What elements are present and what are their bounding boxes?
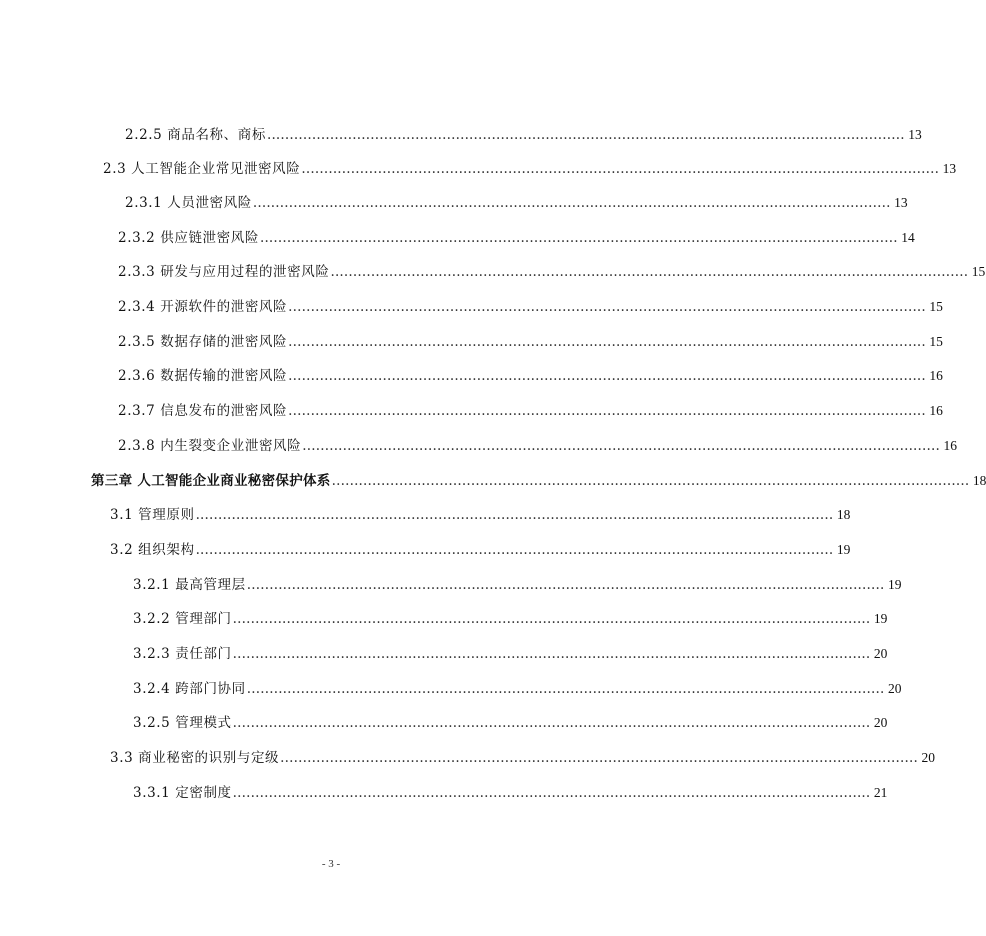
toc-entry[interactable] <box>118 263 986 281</box>
toc-entry-label: 2.2.5 商品名称、商标 <box>125 127 266 143</box>
toc-entry-label: 3.2.4 跨部门协同 <box>133 681 246 697</box>
toc-entry-page: 21 <box>873 785 888 800</box>
toc-entry[interactable] <box>118 367 943 385</box>
toc-entry-page: 15 <box>971 264 986 279</box>
dot-leader: .............................................................................................................................................. <box>232 646 871 662</box>
toc-entry[interactable] <box>133 645 888 663</box>
toc-entry-page: 16 <box>929 368 943 383</box>
dot-leader: .............................................................................................................................................. <box>246 681 885 697</box>
toc-entry-label: 3.2.2 管理部门 <box>133 611 232 627</box>
toc-entry-label: 第三章 人工智能企业商业秘密保护体系 <box>91 473 331 489</box>
toc-entry[interactable] <box>133 680 902 698</box>
dot-leader: .............................................................................................................................................. <box>195 542 834 558</box>
toc-entry-label: 3.3 商业秘密的识别与定级 <box>110 750 280 766</box>
dot-leader: .............................................................................................................................................. <box>259 230 898 246</box>
toc-entry-label: 2.3.2 供应链泄密风险 <box>118 230 259 246</box>
toc-entry-label: 3.2.3 责任部门 <box>133 646 232 662</box>
dot-leader: .............................................................................................................................................. <box>252 195 891 211</box>
toc-entry-label: 2.3.5 数据存储的泄密风险 <box>118 334 288 350</box>
dot-leader: .............................................................................................................................................. <box>266 127 905 143</box>
toc-entry-page: 19 <box>888 577 902 592</box>
toc-entry[interactable] <box>103 160 957 178</box>
toc-entry-page: 19 <box>873 611 888 626</box>
toc-entry-page: 13 <box>908 127 922 142</box>
dot-leader: .............................................................................................................................................. <box>195 507 834 523</box>
toc-entry-page: 19 <box>836 542 851 557</box>
dot-leader: .............................................................................................................................................. <box>288 403 926 419</box>
toc-entry-page: 15 <box>929 334 943 349</box>
dot-leader: .............................................................................................................................................. <box>288 334 926 350</box>
toc-entry[interactable] <box>110 506 851 524</box>
toc-entry[interactable] <box>125 194 908 212</box>
toc-entry-page: 15 <box>929 299 943 314</box>
toc-entry[interactable] <box>110 749 935 767</box>
toc-entry-label: 2.3.1 人员泄密风险 <box>125 195 252 211</box>
toc-entry-label: 2.3 人工智能企业常见泄密风险 <box>103 161 301 177</box>
page-number-footer: - 3 - <box>321 858 341 870</box>
toc-entry-page: 18 <box>972 473 986 488</box>
toc-entry-label: 3.3.1 定密制度 <box>133 785 232 801</box>
toc-entry[interactable] <box>118 437 958 455</box>
toc-entry-page: 13 <box>942 161 957 176</box>
toc-entry-label: 2.3.3 研发与应用过程的泄密风险 <box>118 264 330 280</box>
toc-entry-page: 14 <box>901 230 915 245</box>
toc-entry-page: 20 <box>873 646 888 661</box>
toc-entry[interactable] <box>133 714 888 732</box>
dot-leader: .............................................................................................................................................. <box>232 715 871 731</box>
toc-entry-label: 3.2.5 管理模式 <box>133 715 232 731</box>
toc-entry[interactable] <box>110 541 851 559</box>
toc-entry[interactable] <box>118 402 943 420</box>
dot-leader: .............................................................................................................................................. <box>246 577 885 593</box>
dot-leader: .............................................................................................................................................. <box>288 299 926 315</box>
toc-entry[interactable] <box>118 333 943 351</box>
toc-entry[interactable] <box>118 298 943 316</box>
dot-leader: .............................................................................................................................................. <box>232 785 871 801</box>
dot-leader: .............................................................................................................................................. <box>232 611 871 627</box>
toc-entry[interactable] <box>133 576 902 594</box>
toc-entry-label: 3.2.1 最高管理层 <box>133 577 246 593</box>
toc-entry-label: 3.1 管理原则 <box>110 507 195 523</box>
dot-leader: .............................................................................................................................................. <box>330 264 969 280</box>
toc-entry-page: 18 <box>836 507 851 522</box>
toc-entry-label: 2.3.4 开源软件的泄密风险 <box>118 299 288 315</box>
toc-entry-page: 16 <box>943 438 958 453</box>
toc-chapter-entry[interactable] <box>91 472 986 490</box>
toc-entry-page: 20 <box>873 715 888 730</box>
dot-leader: .............................................................................................................................................. <box>302 438 941 454</box>
dot-leader: .............................................................................................................................................. <box>280 750 918 766</box>
toc-entry[interactable] <box>125 126 922 144</box>
dot-leader: .............................................................................................................................................. <box>301 161 940 177</box>
toc-entry-page: 20 <box>921 750 935 765</box>
dot-leader: .............................................................................................................................................. <box>331 473 970 489</box>
toc-entry-page: 13 <box>894 195 908 210</box>
toc-entry-label: 2.3.7 信息发布的泄密风险 <box>118 403 288 419</box>
toc-entry[interactable] <box>118 229 915 247</box>
dot-leader: .............................................................................................................................................. <box>288 368 926 384</box>
toc-entry-page: 16 <box>929 403 943 418</box>
toc-entry[interactable] <box>133 784 888 802</box>
toc-entry[interactable] <box>133 610 888 628</box>
toc-entry-page: 20 <box>888 681 902 696</box>
toc-entry-label: 2.3.8 内生裂变企业泄密风险 <box>118 438 302 454</box>
toc-entry-label: 3.2 组织架构 <box>110 542 195 558</box>
toc-entry-label: 2.3.6 数据传输的泄密风险 <box>118 368 288 384</box>
